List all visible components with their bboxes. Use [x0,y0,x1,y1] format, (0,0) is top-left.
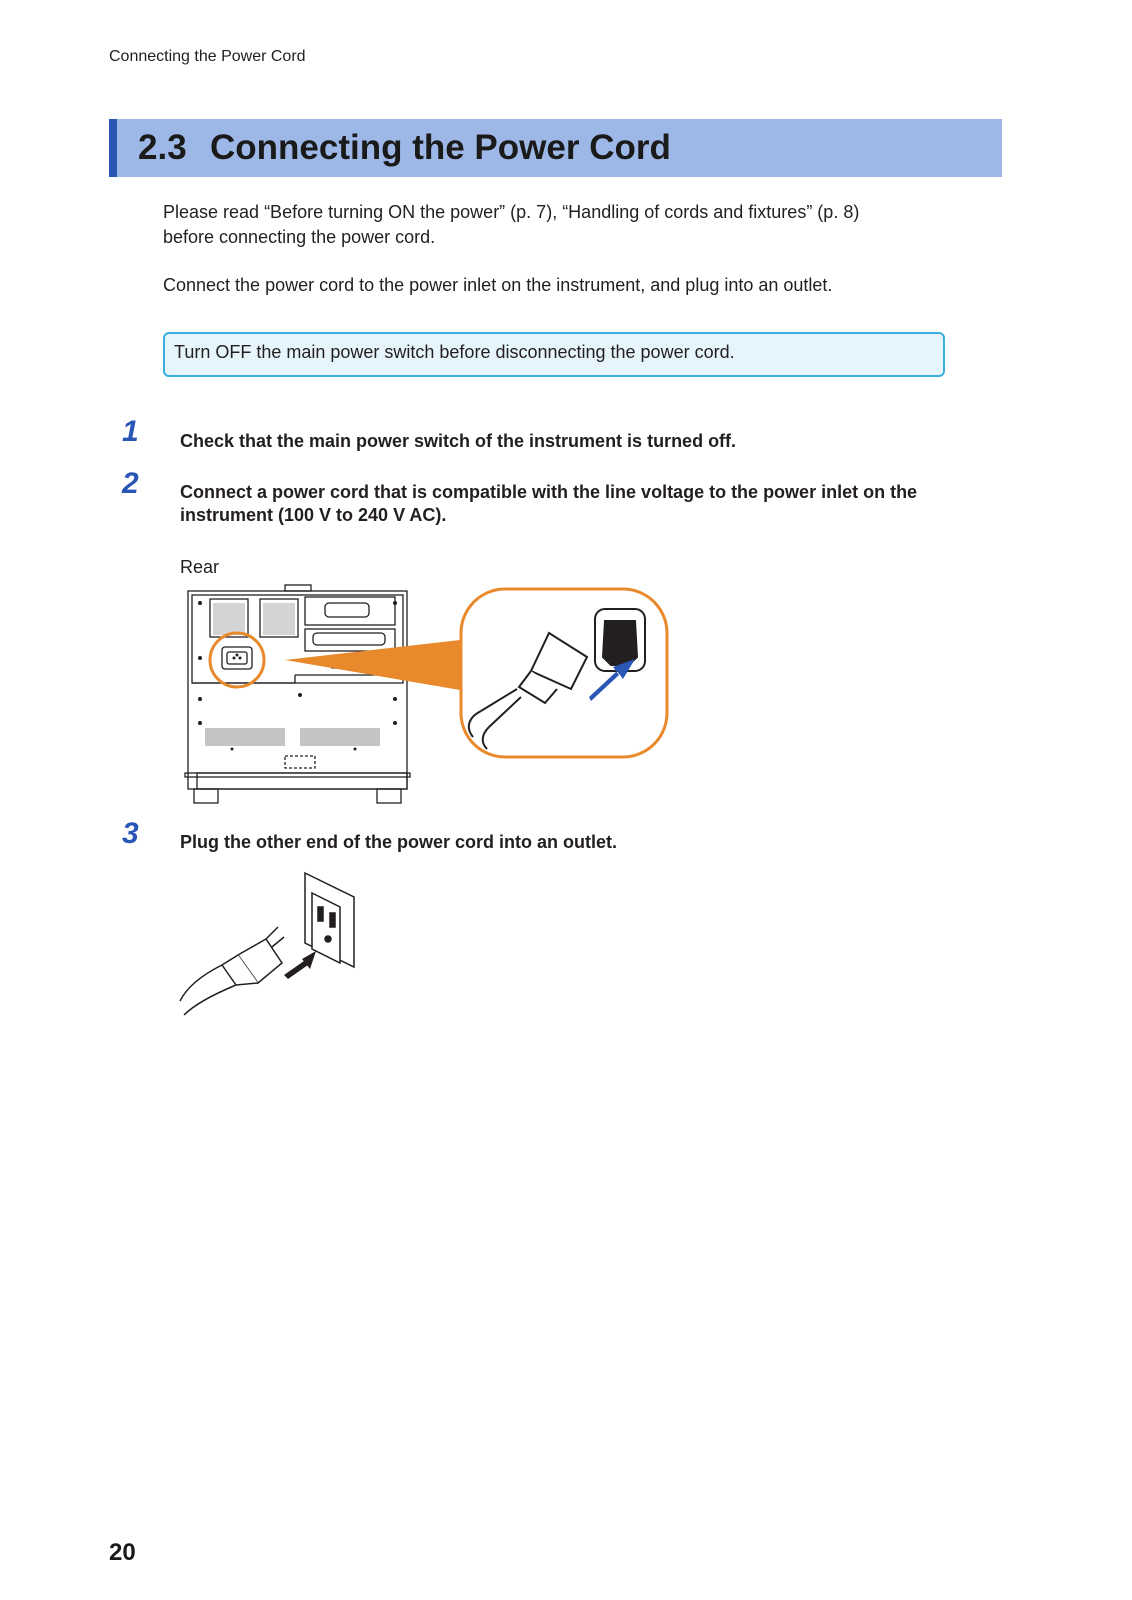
section-title: Connecting the Power Cord [210,128,671,167]
step-text-2-line-1: Connect a power cord that is compatible with the line voltage to the power inlet on the [180,482,918,502]
step-number-1: 1 [122,415,139,448]
figure-rear-label: Rear [180,557,220,577]
running-head: Connecting the Power Cord [109,48,306,65]
step-number-3: 3 [122,817,139,850]
intro-line-3: Connect the power cord to the power inlet on the instrument, and plug into an outlet. [163,275,833,295]
power-inlet-icon [595,609,645,671]
section-number: 2.3 [138,128,187,167]
step-text-1: Check that the main power switch of the instrument is turned off. [180,431,737,451]
outlet-plug-icon [180,927,284,1015]
step-number-2: 2 [122,467,139,500]
wall-outlet-icon [305,873,354,967]
intro-line-2: before connecting the power cord. [163,227,436,247]
caution-note-text: Turn OFF the main power switch before disconnecting the power cord. [174,342,735,362]
intro-line-1: Please read “Before turning ON the power” (p. 7), “Handling of cords and fixtures” (p. 8) [163,202,860,222]
inlet-zoom-callout [459,587,669,759]
page-number: 20 [109,1539,136,1566]
step-text-3: Plug the other end of the power cord into an outlet. [180,832,617,852]
step-text-2-line-2: instrument (100 V to 240 V AC). [180,505,447,525]
outlet-plug-illustration [178,867,368,1027]
